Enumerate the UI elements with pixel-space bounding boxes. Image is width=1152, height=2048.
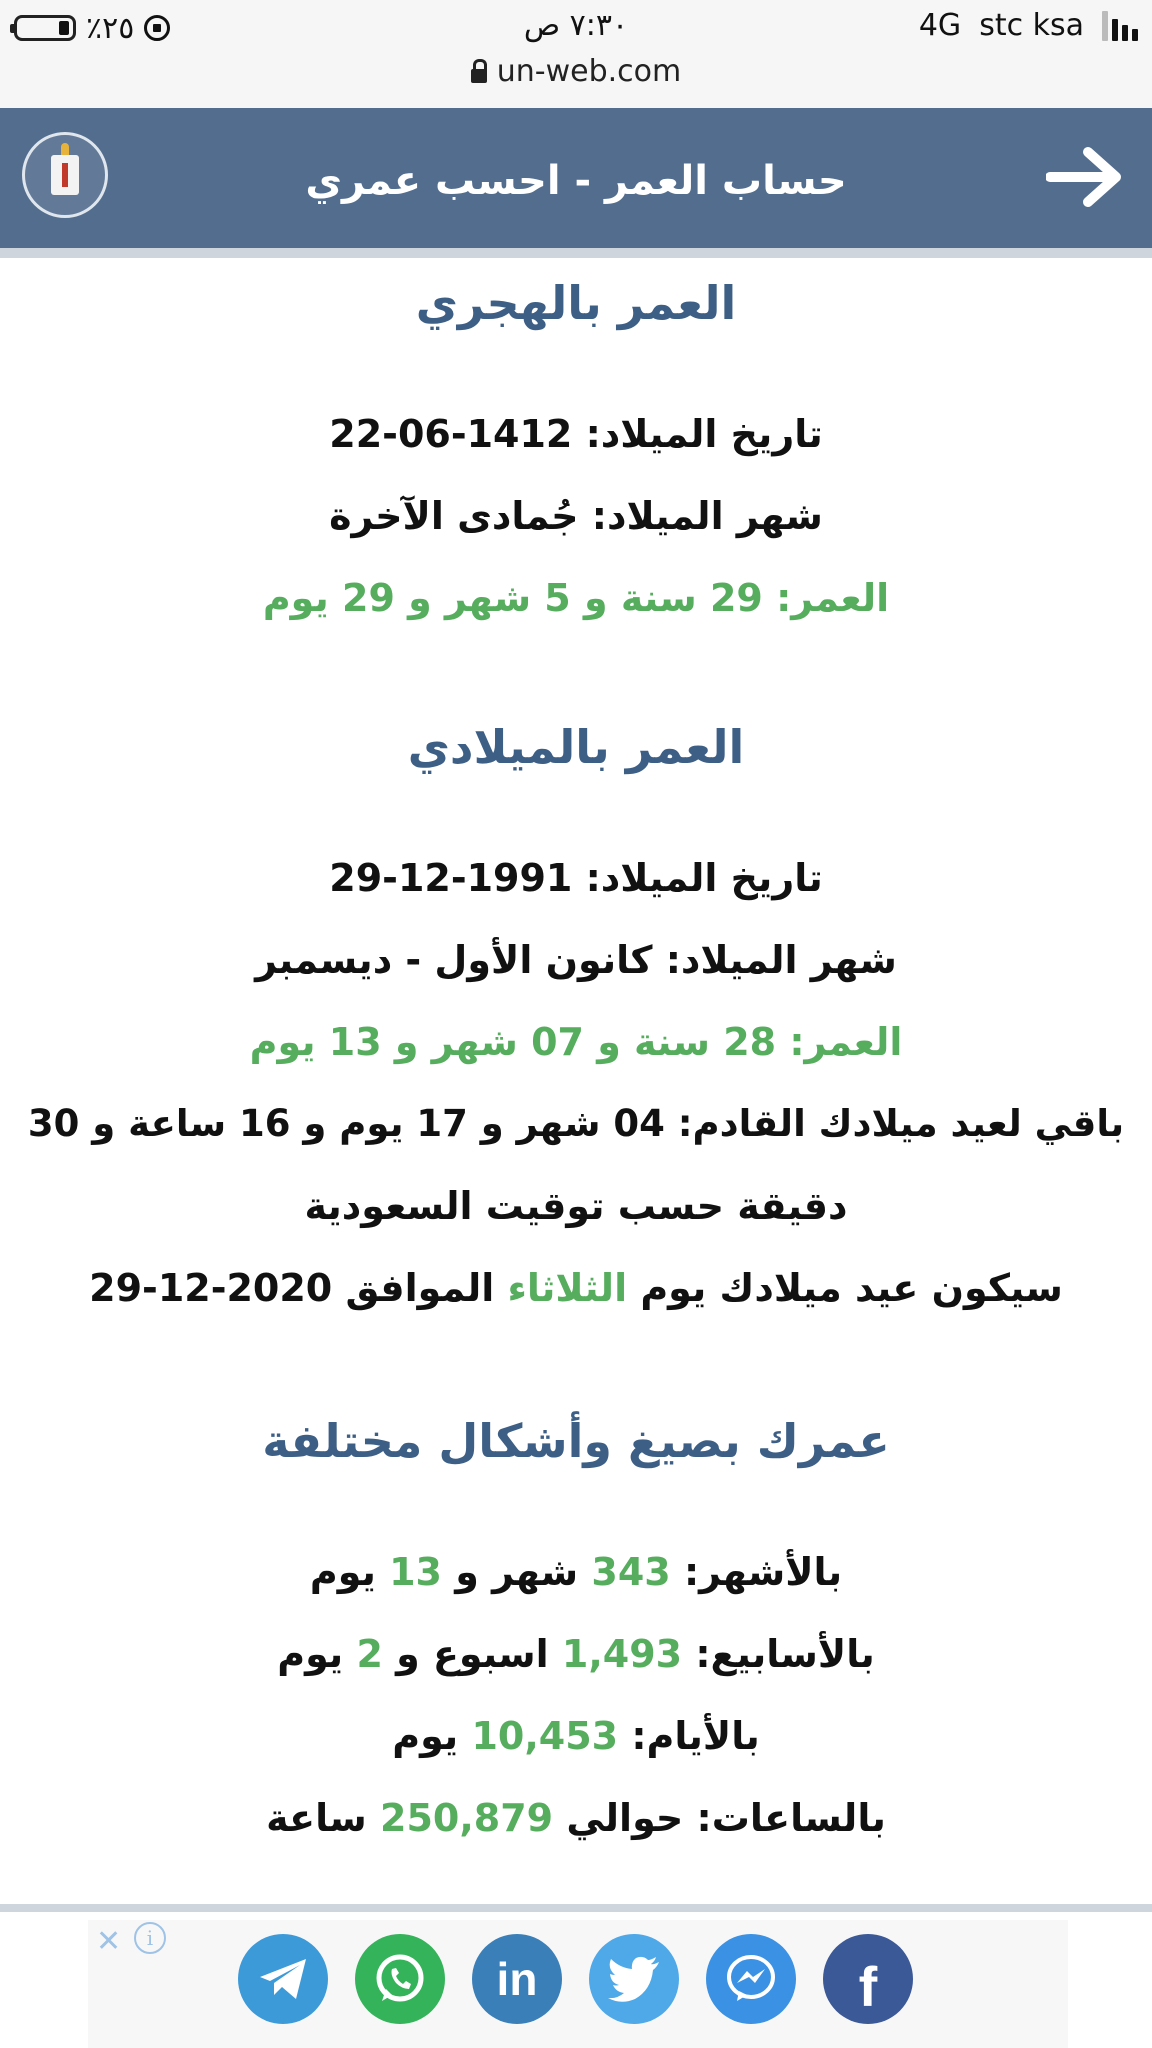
months-days-unit: يوم: [309, 1550, 376, 1594]
next-birthday-suffix: الموافق 2020-12-29: [89, 1266, 495, 1310]
months-days: 13: [389, 1550, 442, 1594]
signal-icon: [1102, 11, 1138, 41]
months-unit: شهر و: [455, 1550, 579, 1594]
page-title: حساب العمر - احسب عمري: [305, 158, 847, 204]
divider: [0, 1904, 1152, 1912]
facebook-share-button[interactable]: [823, 1934, 913, 2024]
next-birthday-prefix: سيكون عيد ميلادك يوم: [640, 1266, 1063, 1310]
whatsapp-icon: [372, 1951, 428, 2007]
facebook-icon: f: [858, 1954, 878, 2018]
hijri-section-title: العمر بالهجري: [415, 276, 737, 330]
telegram-share-button[interactable]: [238, 1934, 328, 2024]
age-in-months: [0, 1550, 1152, 1594]
weeks-value: 1,493: [561, 1632, 683, 1676]
days-value: 10,453: [471, 1714, 619, 1758]
gregorian-section-title: العمر بالميلادي: [407, 720, 745, 774]
linkedin-share-button[interactable]: [472, 1934, 562, 2024]
next-birthday-date: [0, 1266, 1152, 1310]
battery-percent: ٪٢٥: [86, 10, 135, 46]
weeks-days: 2: [356, 1632, 383, 1676]
gregorian-birth-date: تاريخ الميلاد: 1991-12-29: [329, 856, 823, 900]
address-bar[interactable]: [0, 54, 1152, 89]
carrier-name: stc ksa: [979, 8, 1084, 43]
age-in-hours: [0, 1796, 1152, 1840]
messenger-share-button[interactable]: [706, 1934, 796, 2024]
weeks-unit: اسبوع و: [396, 1632, 549, 1676]
ad-banner[interactable]: [88, 1920, 1068, 2048]
hijri-birth-date: تاريخ الميلاد: 1412-06-22: [329, 412, 823, 456]
twitter-share-button[interactable]: [589, 1934, 679, 2024]
days-unit: يوم: [392, 1714, 459, 1758]
age-in-days: [0, 1714, 1152, 1758]
hijri-birth-month: شهر الميلاد: جُمادى الآخرة: [329, 494, 823, 538]
url-text: un-web.com: [496, 54, 682, 89]
next-birthday-countdown: باقي لعيد ميلادك القادم: 04 شهر و 17 يوم و 16 ساعة و 30: [27, 1102, 1125, 1145]
page-header: [0, 108, 1152, 258]
days-label: بالأيام:: [631, 1714, 760, 1758]
forms-section-title: عمرك بصيغ وأشكال مختلفة: [262, 1414, 890, 1468]
weeks-days-unit: يوم: [277, 1632, 344, 1676]
lock-icon: [471, 69, 487, 83]
age-in-weeks: [0, 1632, 1152, 1676]
months-value: 343: [591, 1550, 671, 1594]
network-type: 4G: [918, 8, 962, 43]
hijri-age: العمر: 29 سنة و 5 شهر و 29 يوم: [262, 576, 890, 620]
info-icon[interactable]: i: [134, 1922, 166, 1954]
months-label: بالأشهر:: [683, 1550, 843, 1594]
gregorian-age: العمر: 28 سنة و 07 شهر و 13 يوم: [249, 1020, 903, 1064]
messenger-icon: [723, 1951, 779, 2007]
gregorian-birth-month: شهر الميلاد: كانون الأول - ديسمبر: [255, 938, 897, 982]
linkedin-icon: in: [496, 1953, 538, 2005]
status-time: ٧:٣٠ ص: [523, 8, 629, 43]
whatsapp-share-button[interactable]: [355, 1934, 445, 2024]
twitter-icon: [607, 1956, 661, 2002]
next-birthday-day: الثلاثاء: [507, 1266, 628, 1310]
weeks-label: بالأسابيع:: [695, 1632, 875, 1676]
hours-value: 250,879: [380, 1796, 554, 1840]
hours-label: بالساعات: حوالي: [566, 1796, 886, 1840]
arrow-right-icon[interactable]: [1046, 144, 1126, 210]
close-icon[interactable]: ✕: [96, 1924, 122, 1959]
telegram-icon: [256, 1955, 310, 2003]
status-right: [919, 8, 1138, 43]
status-bar: [0, 0, 1152, 108]
hours-unit: ساعة: [266, 1796, 367, 1840]
next-birthday-countdown-cont: دقيقة حسب توقيت السعودية: [304, 1184, 848, 1228]
